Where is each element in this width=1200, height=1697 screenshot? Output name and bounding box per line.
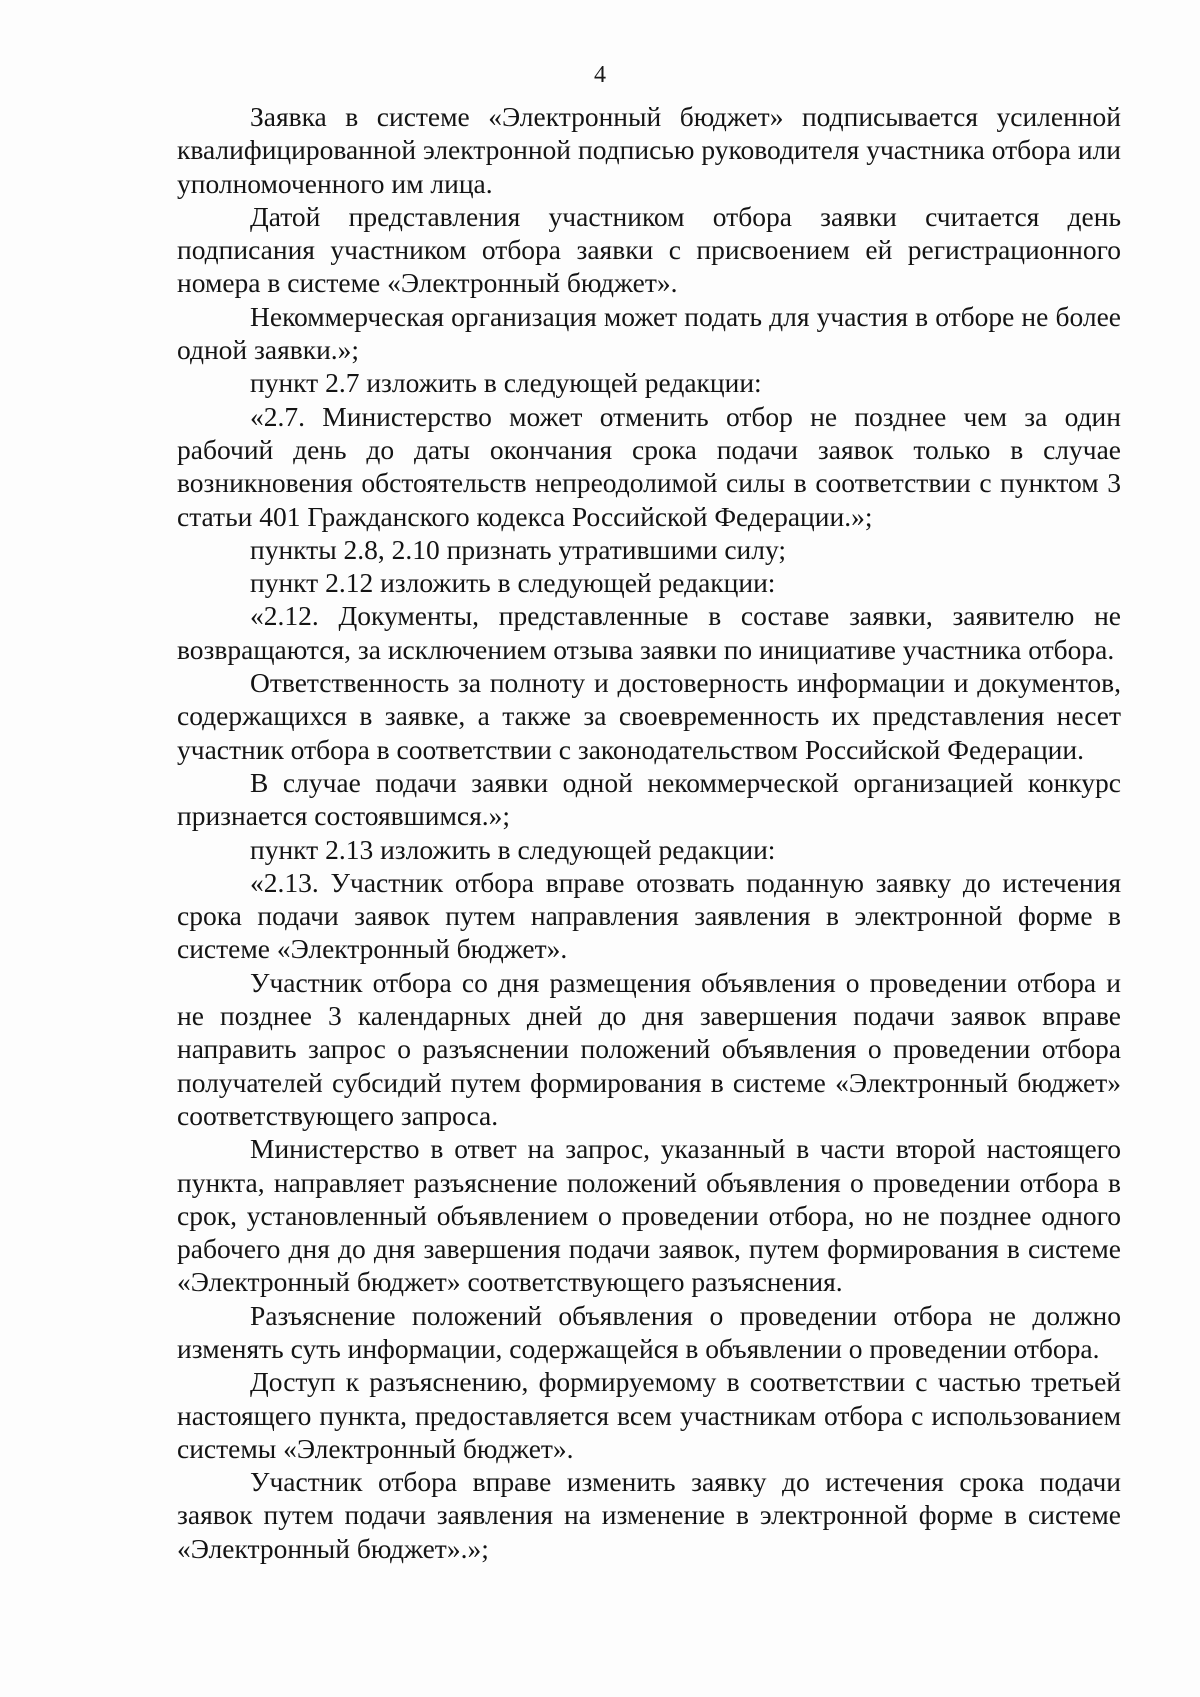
paragraph-clause-2-13: «2.13. Участник отбора вправе отозвать поданную заявку до истечения срока подачи заявок путем направления заявления в электронной форме в системе «Электронный бюджет». xyxy=(177,866,1121,965)
paragraph-submission-date: Датой представления участником отбора заявки считается день подписания участником отбора заявки с присвоением ей регистрационного номера в системе «Электронный бюджет». xyxy=(177,200,1121,299)
document-body xyxy=(177,100,1121,1565)
paragraph-clause-2-12: «2.12. Документы, представленные в составе заявки, заявителю не возвращаются, за исключением отзыва заявки по инициативе участника отбора. xyxy=(177,600,1121,665)
paragraph-clause-2-7: «2.7. Министерство может отменить отбор не позднее чем за один рабочий день до даты окончания срока подачи заявок только в случае возникновения обстоятельств непреодолимой силы в соответствии с пунктом 3 статьи 401 Гражданского кодекса Российской Федерации.»; xyxy=(177,400,1121,532)
page-number: 4 xyxy=(594,62,606,88)
paragraph-amend-2-13: пункт 2.13 изложить в следующей редакции: xyxy=(250,833,776,865)
paragraph-single-application: В случае подачи заявки одной некоммерческой организацией конкурс признается состоявшимся.»; xyxy=(177,766,1121,832)
paragraph-ministry-response: Министерство в ответ на запрос, указанный в части второй настоящего пункта, направляет разъяснение положений объявления о проведении отбора в срок, установленный объявлением о проведении отбора, но не позднее одного рабочего дня до дня завершения подачи заявок, путем формирования в системе «Электронный бюджет» соответствующего разъяснения. xyxy=(177,1133,1121,1298)
paragraph-signature: Заявка в системе «Электронный бюджет» подписывается усиленной квалифицированной электронной подписью руководителя участника отбора или уполномоченного им лица. xyxy=(177,101,1121,199)
paragraph-clarification-access: Доступ к разъяснению, формируемому в соответствии с частью третьей настоящего пункта, предоставляется всем участникам отбора с использованием системы «Электронный бюджет». xyxy=(177,1366,1121,1464)
paragraph-one-application: Некоммерческая организация может подать для участия в отборе не более одной заявки.»; xyxy=(177,300,1121,366)
paragraph-clarification-request: Участник отбора со дня размещения объявления о проведении отбора и не позднее 3 календарных дней до дня завершения подачи заявок вправе направить запрос о разъяснении положений объявления о проведении отбора получателей субсидий путем формирования в системе «Электронный бюджет» соответствующего запроса. xyxy=(177,966,1121,1131)
paragraph-change-application: Участник отбора вправе изменить заявку до истечения срока подачи заявок путем подачи заявления на изменение в электронной форме в системе «Электронный бюджет».»; xyxy=(177,1466,1121,1564)
paragraph-responsibility: Ответственность за полноту и достоверность информации и документов, содержащихся в заявке, а также за своевременность их представления несет участник отбора в соответствии с законодательством Российской Федерации. xyxy=(177,667,1121,765)
paragraph-repeal-2-8-2-10: пункты 2.8, 2.10 признать утратившими силу; xyxy=(250,533,786,565)
paragraph-amend-2-7: пункт 2.7 изложить в следующей редакции: xyxy=(250,367,762,399)
paragraph-amend-2-12: пункт 2.12 изложить в следующей редакции: xyxy=(250,567,776,599)
paragraph-clarification-scope: Разъяснение положений объявления о проведении отбора не должно изменять суть информации, содержащейся в объявлении о проведении отбора. xyxy=(177,1299,1121,1364)
